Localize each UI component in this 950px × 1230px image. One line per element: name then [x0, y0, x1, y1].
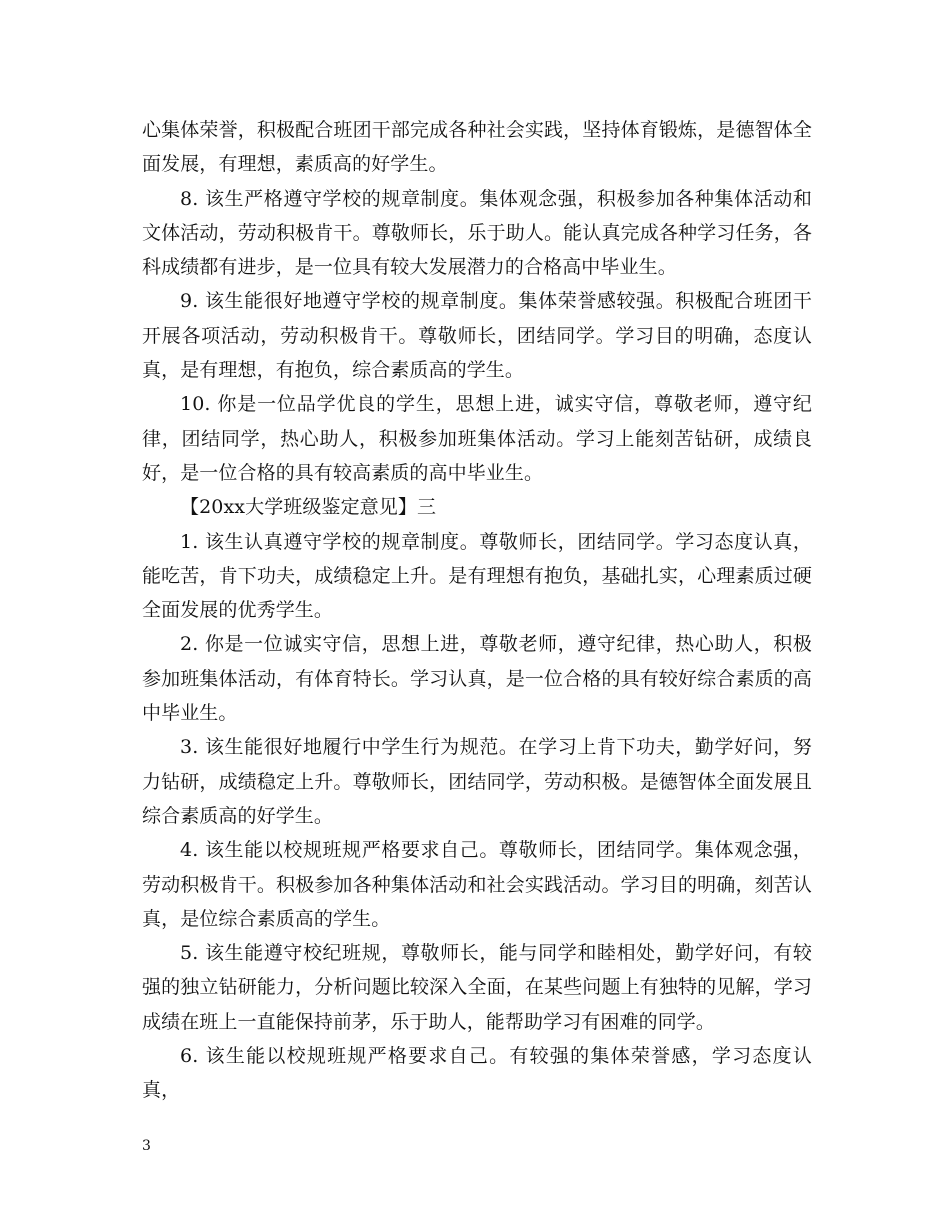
paragraph-item-6: 6. 该生能以校规班规严格要求自己。有较强的集体荣誉感，学习态度认真，: [142, 1045, 812, 1102]
page-number: 3: [142, 1138, 151, 1154]
paragraph-item-5: 5. 该生能遵守校纪班规，尊敬师长，能与同学和睦相处，勤学好问，有较强的独立钻研能力，分析问题比较深入全面，在某些问题上有独特的见解，学习成绩在班上一直能保持前茅，乐于助人，能帮助学习有困难的同学。: [142, 942, 812, 1033]
paragraph-item-10: 10. 你是一位品学优良的学生，思想上进，诚实守信，尊敬老师，遵守纪律，团结同学，热心助人，积极参加班集体活动。学习上能刻苦钻研，成绩良好，是一位合格的具有较高素质的高中毕业生。: [142, 393, 812, 484]
paragraph-continuation: 心集体荣誉，积极配合班团干部完成各种社会实践，坚持体育锻炼，是德智体全面发展，有理想，素质高的好学生。: [142, 119, 812, 176]
document-body: [142, 113, 812, 1108]
paragraph-item-9: 9. 该生能很好地遵守学校的规章制度。集体荣誉感较强。积极配合班团干开展各项活动，劳动积极肯干。尊敬师长，团结同学。学习目的明确，态度认真，是有理想，有抱负，综合素质高的学生。: [142, 290, 812, 382]
paragraph-item-8: 8. 该生严格遵守学校的规章制度。集体观念强，积极参加各种集体活动和文体活动，劳动积极肯干。尊敬师长，乐于助人。能认真完成各种学习任务，各科成绩都有进步，是一位具有较大发展潜力的合格高中毕业生。: [142, 187, 812, 279]
paragraph-item-2: 2. 你是一位诚实守信，思想上进，尊敬老师，遵守纪律，热心助人，积极参加班集体活动，有体育特长。学习认真，是一位合格的具有较好综合素质的高中毕业生。: [142, 633, 812, 725]
paragraph-item-3: 3. 该生能很好地履行中学生行为规范。在学习上肯下功夫，勤学好问，努力钻研，成绩稳定上升。尊敬师长，团结同学，劳动积极。是德智体全面发展且综合素质高的好学生。: [142, 736, 812, 827]
paragraph-item-1: 1. 该生认真遵守学校的规章制度。尊敬师长，团结同学。学习态度认真，能吃苦，肯下功夫，成绩稳定上升。是有理想有抱负，基础扎实，心理素质过硬全面发展的优秀学生。: [142, 530, 812, 622]
paragraph-item-4: 4. 该生能以校规班规严格要求自己。尊敬师长，团结同学。集体观念强，劳动积极肯干。积极参加各种集体活动和社会实践活动。学习目的明确，刻苦认真，是位综合素质高的学生。: [142, 839, 812, 930]
section-heading: 【20xx大学班级鉴定意见】三: [180, 496, 437, 519]
